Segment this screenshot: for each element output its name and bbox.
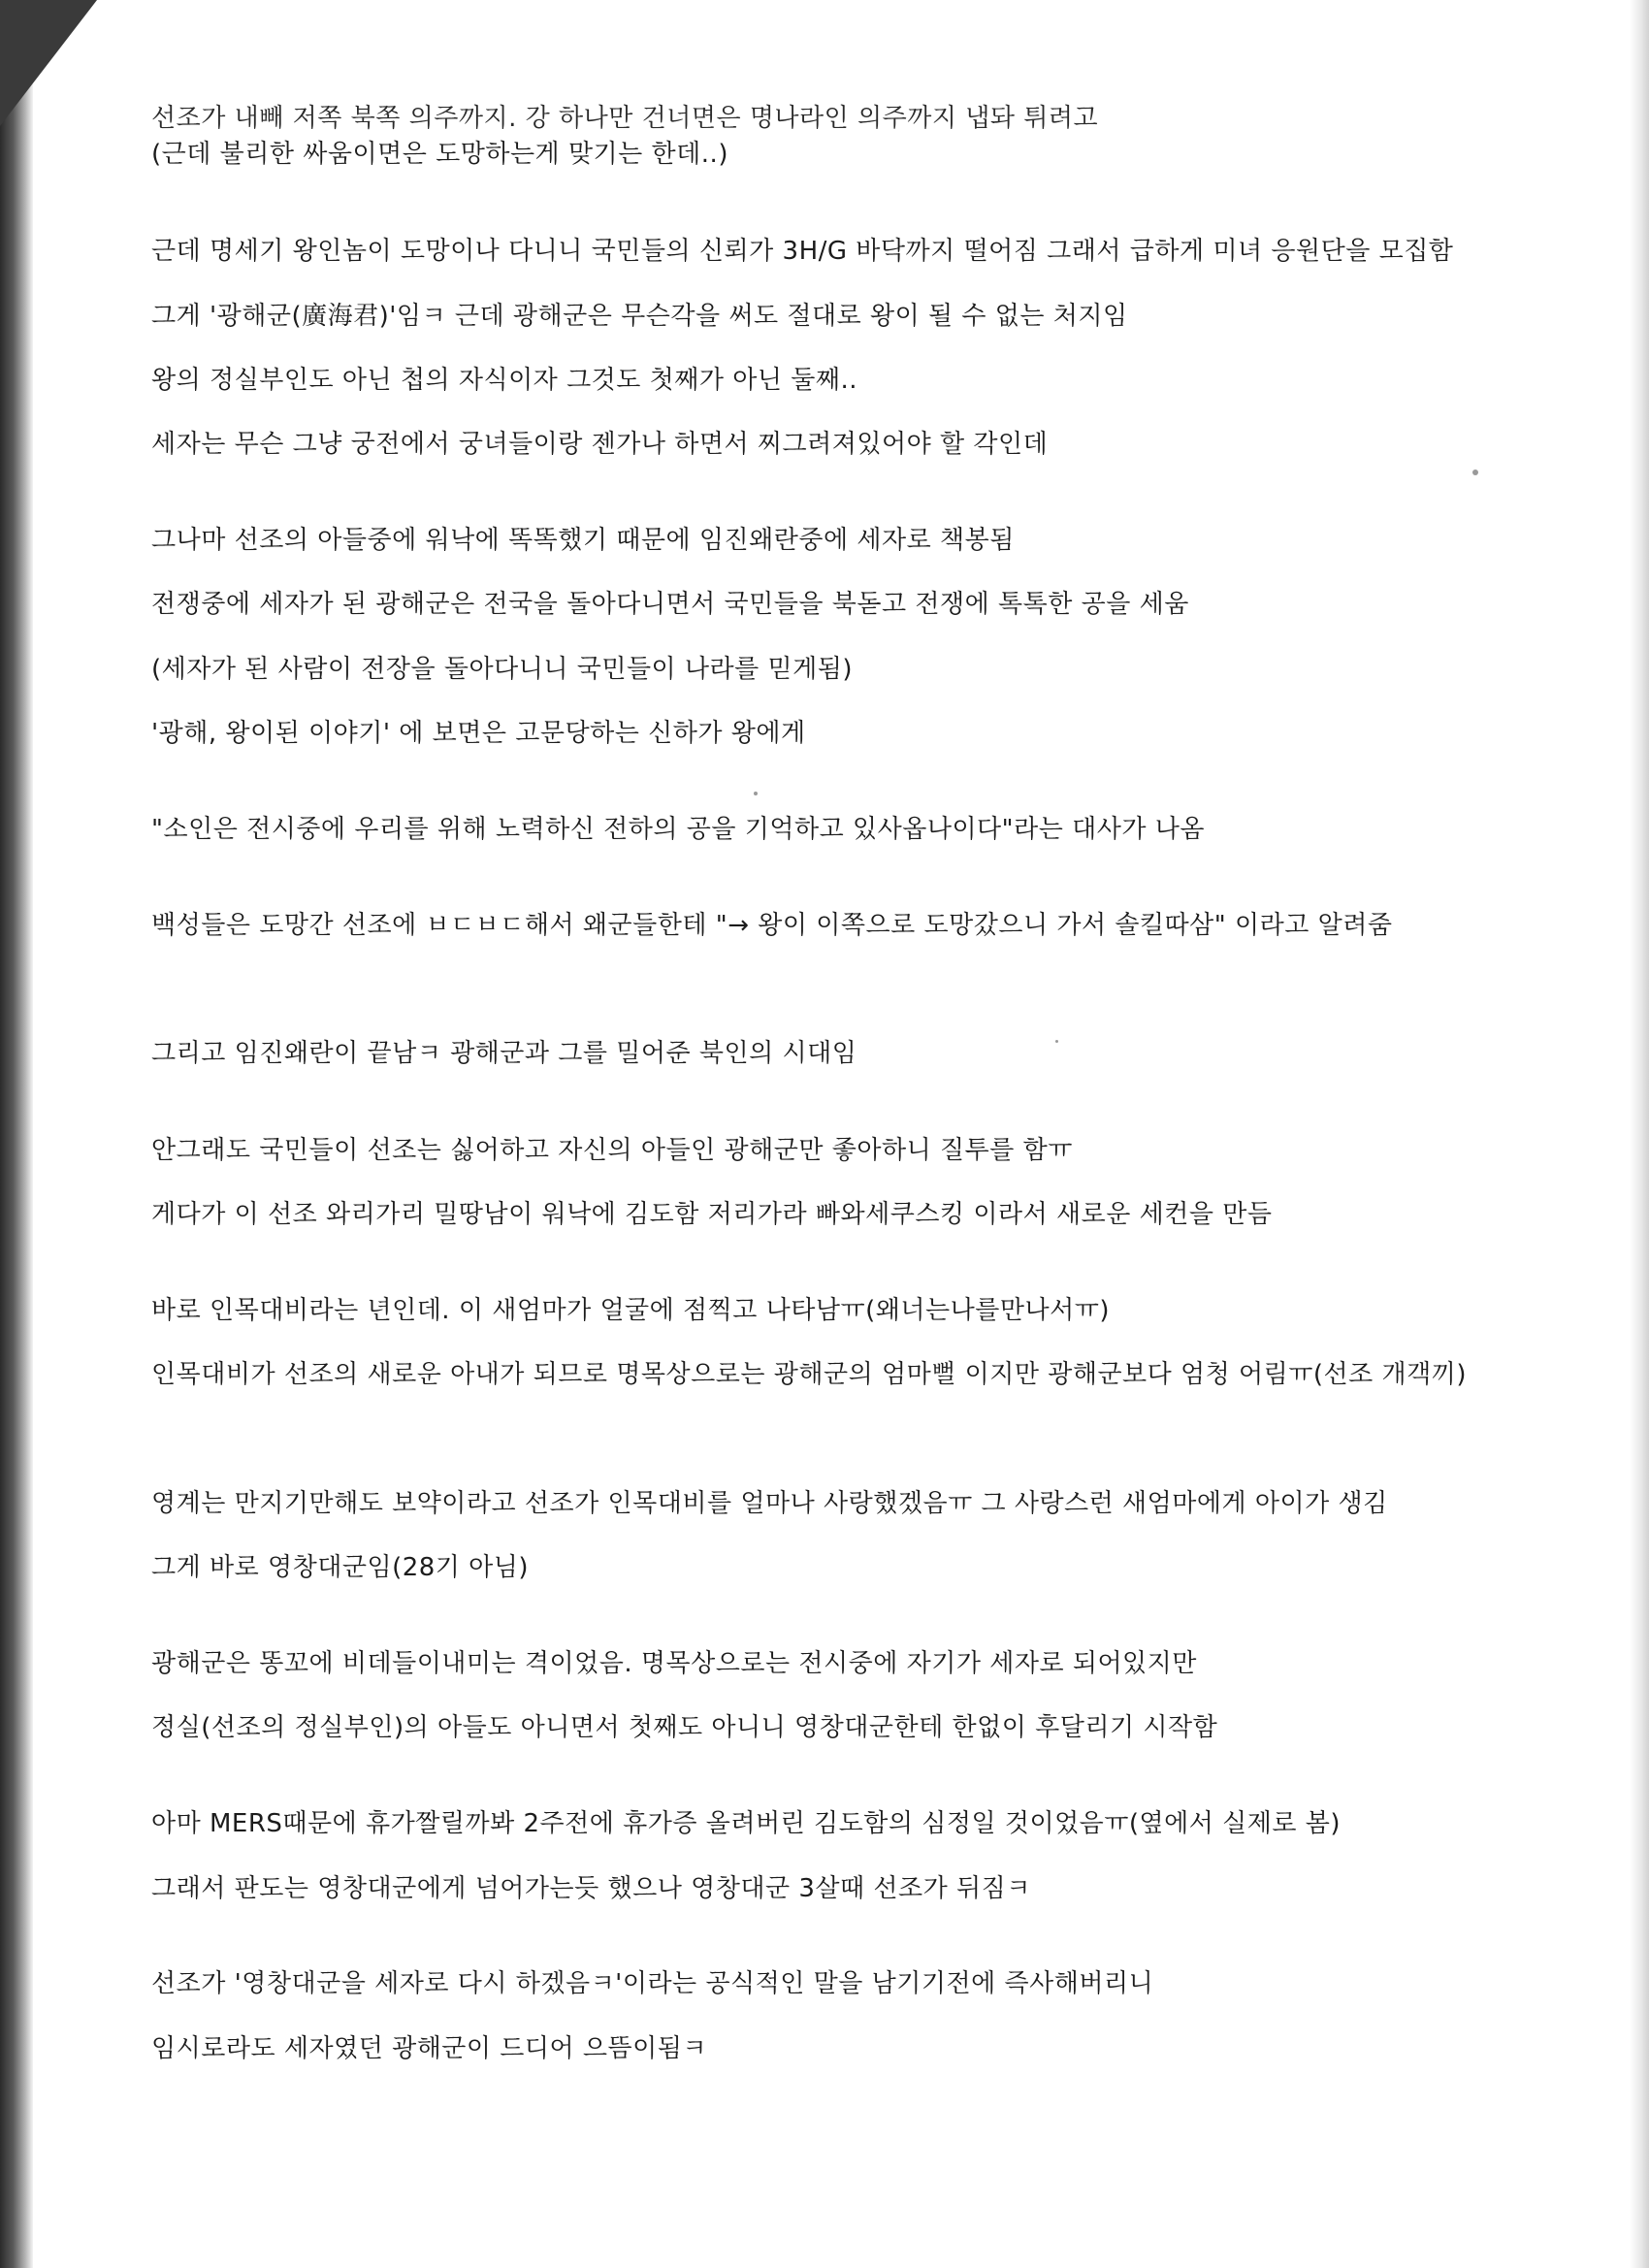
text-line: 아마 MERS때문에 휴가짤릴까봐 2주전에 휴가증 올려버린 김도함의 심정일 것이었음ㅠ(옆에서 실제로 봄) [151,1809,1342,1838]
text-line: 영계는 만지기만해도 보약이라고 선조가 인목대비를 얼마나 사랑했겠음ㅠ 그 사랑스런 새엄마에게 아이가 생김 [151,1489,1388,1518]
text-line: 그래서 판도는 영창대군에게 넘어가는듯 했으나 영창대군 3살때 선조가 뒤짐ㅋ [151,1874,1031,1903]
text-line: 임시로라도 세자였던 광해군이 드디어 으뜸이됨ㅋ [151,2034,707,2063]
text-line: (세자가 된 사람이 전장을 돌아다니니 국민들이 나라를 믿게됨) [151,655,854,684]
scan-speck [1472,470,1478,475]
text-line: 광해군은 똥꼬에 비데들이내미는 격이었음. 명목상으로는 전시중에 자기가 세자로 되어있지만 [151,1649,1197,1678]
text-line: 선조가 '영창대군을 세자로 다시 하겠음ㅋ'이라는 공식적인 말을 남기기전에 즉사해버리니 [151,1969,1154,1998]
text-line: 정실(선조의 정실부인)의 아들도 아니면서 첫째도 아니니 영창대군한테 한없이 후달리기 시작함 [151,1713,1218,1742]
text-line: "소인은 전시중에 우리를 위해 노력하신 전하의 공을 기억하고 있사옵나이다"라는 대사가 나옴 [151,815,1205,844]
text-line: 그게 '광해군(廣海君)'임ㅋ 근데 광해군은 무슨각을 써도 절대로 왕이 될 수 없는 처지임 [151,302,1128,331]
folded-corner [0,0,97,126]
text-line: 세자는 무슨 그냥 궁전에서 궁녀들이랑 젠가나 하면서 찌그려져있어야 할 각인데 [151,430,1049,459]
text-line: 그리고 임진왜란이 끝남ㅋ 광해군과 그를 밀어준 북인의 시대임 [151,1039,857,1068]
text-line: 전쟁중에 세자가 된 광해군은 전국을 돌아다니면서 국민들을 북돋고 전쟁에 톡톡한 공을 세움 [151,590,1189,619]
text-line: 게다가 이 선조 와리가리 밀땅남이 워낙에 김도함 저리가라 빠와세쿠스킹 이라서 새로운 세컨을 만듬 [151,1200,1273,1229]
text-line: 인목대비가 선조의 새로운 아내가 되므로 명목상으로는 광해군의 엄마뻘 이지만 광해군보다 엄청 어림ㅠ(선조 개객끼) [151,1360,1468,1389]
scan-speck [1055,1040,1058,1043]
text-line: 백성들은 도망간 선조에 ㅂㄷㅂㄷ해서 왜군들한테 "→ 왕이 이쪽으로 도망갔으니 가서 솔킬따삼" 이라고 알려줌 [151,911,1393,940]
page-edge-shadow [1630,0,1649,2268]
text-line: 선조가 내빼 저쪽 북쪽 의주까지. 강 하나만 건너면은 명나라인 의주까지 냅돠 튀려고 [151,104,1099,133]
text-line: 그게 바로 영창대군임(28기 아님) [151,1553,530,1582]
text-line: 바로 인목대비라는 년인데. 이 새엄마가 얼굴에 점찍고 나타남ㅠ(왜너는나를만나서ㅠ) [151,1296,1110,1325]
scan-speck [754,792,758,795]
text-line: 안그래도 국민들이 선조는 싫어하고 자신의 아들인 광해군만 좋아하니 질투를 함ㅠ [151,1136,1073,1165]
text-line: 왕의 정실부인도 아닌 첩의 자식이자 그것도 첫째가 아닌 둘째.. [151,366,858,395]
text-line: '광해, 왕이된 이야기' 에 보면은 고문당하는 신하가 왕에게 [151,719,806,748]
binding-shadow [0,0,33,2268]
text-line: 그나마 선조의 아들중에 워낙에 똑똑했기 때문에 임진왜란중에 세자로 책봉됨 [151,526,1015,555]
text-line: 근데 명세기 왕인놈이 도망이나 다니니 국민들의 신뢰가 3H/G 바닥까지 떨어짐 그래서 급하게 미녀 응원단을 모집함 [151,237,1454,266]
text-line: (근데 불리한 싸움이면은 도망하는게 맞기는 한데..) [151,140,728,169]
paper-sheet [33,0,1630,2268]
